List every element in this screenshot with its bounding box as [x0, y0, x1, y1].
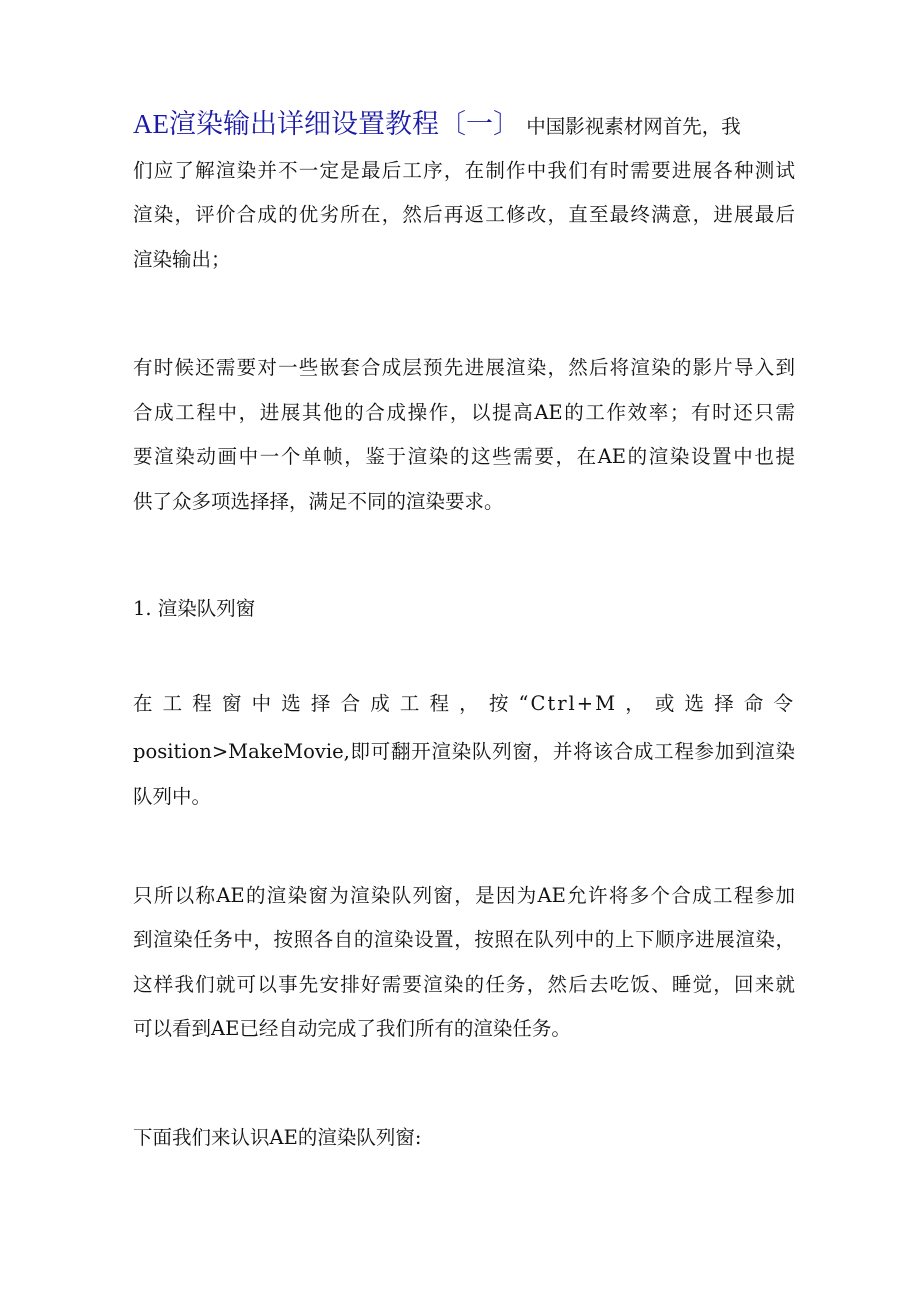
paragraph-line: position>MakeMovie,即可翻开渲染队列窗，并将该合成工程参加到渲染 — [133, 740, 795, 763]
paragraph-line: 在工程窗中选择合成工程，按“Ctrl+M，或选择命令 — [133, 692, 795, 715]
paragraph-line: 下面我们来认识AE的渲染队列窗: — [133, 1126, 422, 1149]
paragraph-line: 队列中。 — [133, 785, 212, 808]
paragraph-line: 只所以称AE的渲染窗为渲染队列窗，是因为AE允许将多个合成工程参加 — [133, 884, 795, 907]
paragraph-text: 中国影视素材网首先，我 — [526, 115, 741, 138]
paragraph-line: 渲染输出； — [133, 248, 231, 271]
paragraph-line: 这样我们就可以事先安排好需要渲染的任务，然后去吃饭、睡觉，回来就 — [133, 973, 795, 996]
paragraph-line: 要渲染动画中一个单帧，鉴于渲染的这些需要，在AE的渲染设置中也提 — [133, 445, 795, 468]
paragraph-line: 合成工程中，进展其他的合成操作，以提高AE的工作效率；有时还只需 — [133, 401, 795, 424]
paragraph-line: 渲染，评价合成的优劣所在，然后再返工修改，直至最终满意，进展最后 — [133, 203, 795, 226]
title-line — [133, 109, 795, 139]
paragraph-line: 有时候还需要对一些嵌套合成层预先进展渲染，然后将渲染的影片导入到 — [133, 356, 795, 379]
paragraph-line: 供了众多项选择择，满足不同的渲染要求。 — [133, 490, 504, 513]
section-heading: 1. 渲染队列窗 — [133, 597, 256, 620]
paragraph-line: 们应了解渲染并不一定是最后工序，在制作中我们有时需要进展各种测试 — [133, 159, 795, 182]
document-title: AE渲染输出详细设置教程〔一〕 — [133, 109, 520, 139]
paragraph-line: 可以看到AE已经自动完成了我们所有的渲染任务。 — [133, 1017, 571, 1040]
paragraph-line: 到渲染任务中，按照各自的渲染设置，按照在队列中的上下顺序进展渲染， — [133, 928, 795, 951]
